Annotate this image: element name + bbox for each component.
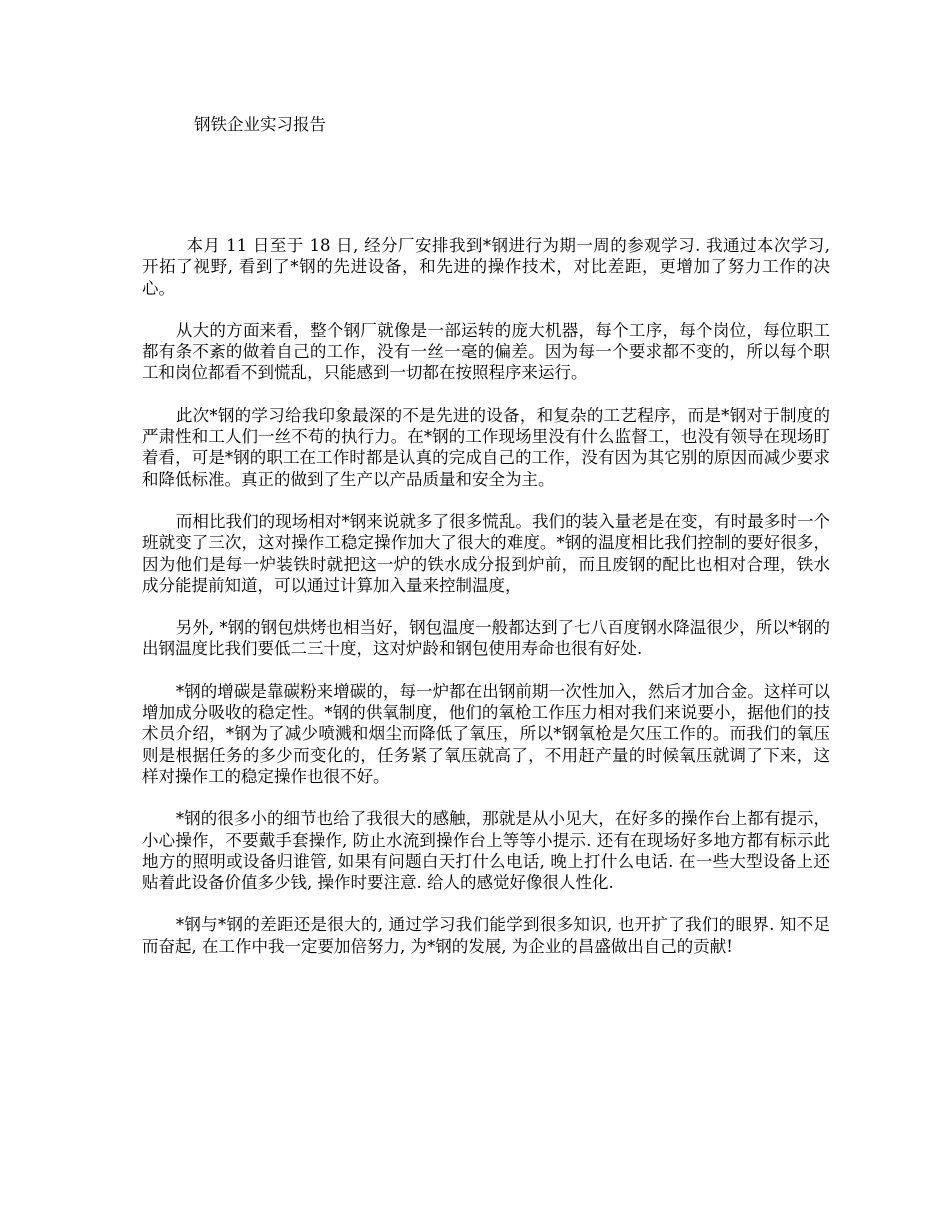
paragraph-7: *钢的很多小的细节也给了我很大的感触，那就是从小见大，在好多的操作台上都有提示，小心操作，不要戴手套操作, 防止水流到操作台上等等小提示. 还有在现场好多地方都有标示此地方的照明或设备归谁管, 如果有问题白天打什么电话, 晚上打什么电话. 在一些大型设备上还贴着此设备价值多少钱, 操作时要注意. 给人的感觉好像很人性化. [142,809,830,893]
document-body [142,235,830,978]
paragraph-4: 而相比我们的现场相对*钢来说就多了很多慌乱。我们的装入量老是在变，有时最多时一个班就变了三次，这对操作工稳定操作加大了很大的难度。*钢的温度相比我们控制的要好很多，因为他们是每一炉装铁时就把这一炉的铁水成分报到炉前，而且废钢的配比也相对合理，铁水成分能提前知道，可以通过计算加入量来控制温度， [142,511,830,595]
paragraph-6: *钢的增碳是靠碳粉来增碳的，每一炉都在出钢前期一次性加入，然后才加合金。这样可以增加成分吸收的稳定性。*钢的供氧制度，他们的氧枪工作压力相对我们来说要小，据他们的技术员介绍，*钢为了减少喷溅和烟尘而降低了氧压，所以*钢氧枪是欠压工作的。而我们的氧压则是根据任务的多少而变化的，任务紧了氧压就高了，不用赶产量的时候氧压就调了下来，这样对操作工的稳定操作也很不好。 [142,681,830,786]
paragraph-2: 从大的方面来看，整个钢厂就像是一部运转的庞大机器，每个工序，每个岗位，每位职工都有条不紊的做着自己的工作，没有一丝一毫的偏差。因为每一个要求都不变的，所以每个职工和岗位都看不到慌乱，只能感到一切都在按照程序来运行。 [142,320,830,383]
document-title: 钢铁企业实习报告 [194,115,326,134]
paragraph-1: 本月 11 日至于 18 日, 经分厂安排我到*钢进行为期一周的参观学习. 我通过本次学习, 开拓了视野, 看到了*钢的先进设备，和先进的操作技术，对比差距，更增加了努力工作的决心。 [142,236,830,298]
paragraph-8: *钢与*钢的差距还是很大的, 通过学习我们能学到很多知识, 也开扩了我们的眼界. 知不足而奋起, 在工作中我一定要加倍努力, 为*钢的发展, 为企业的昌盛做出自己的贡献! [142,915,830,956]
paragraph-5: 另外, *钢的钢包烘烤也相当好，钢包温度一般都达到了七八百度钢水降温很少，所以*钢的出钢温度比我们要低二三十度，这对炉龄和钢包使用寿命也很有好处. [142,618,830,659]
paragraph-3: 此次*钢的学习给我印象最深的不是先进的设备，和复杂的工艺程序，而是*钢对于制度的严肃性和工人们一丝不苟的执行力。在*钢的工作现场里没有什么监督工，也没有领导在现场盯着看，可是*钢的职工在工作时都是认真的完成自己的工作，没有因为其它别的原因而减少要求和降低标准。真正的做到了生产以产品质量和安全为主。 [142,405,830,489]
